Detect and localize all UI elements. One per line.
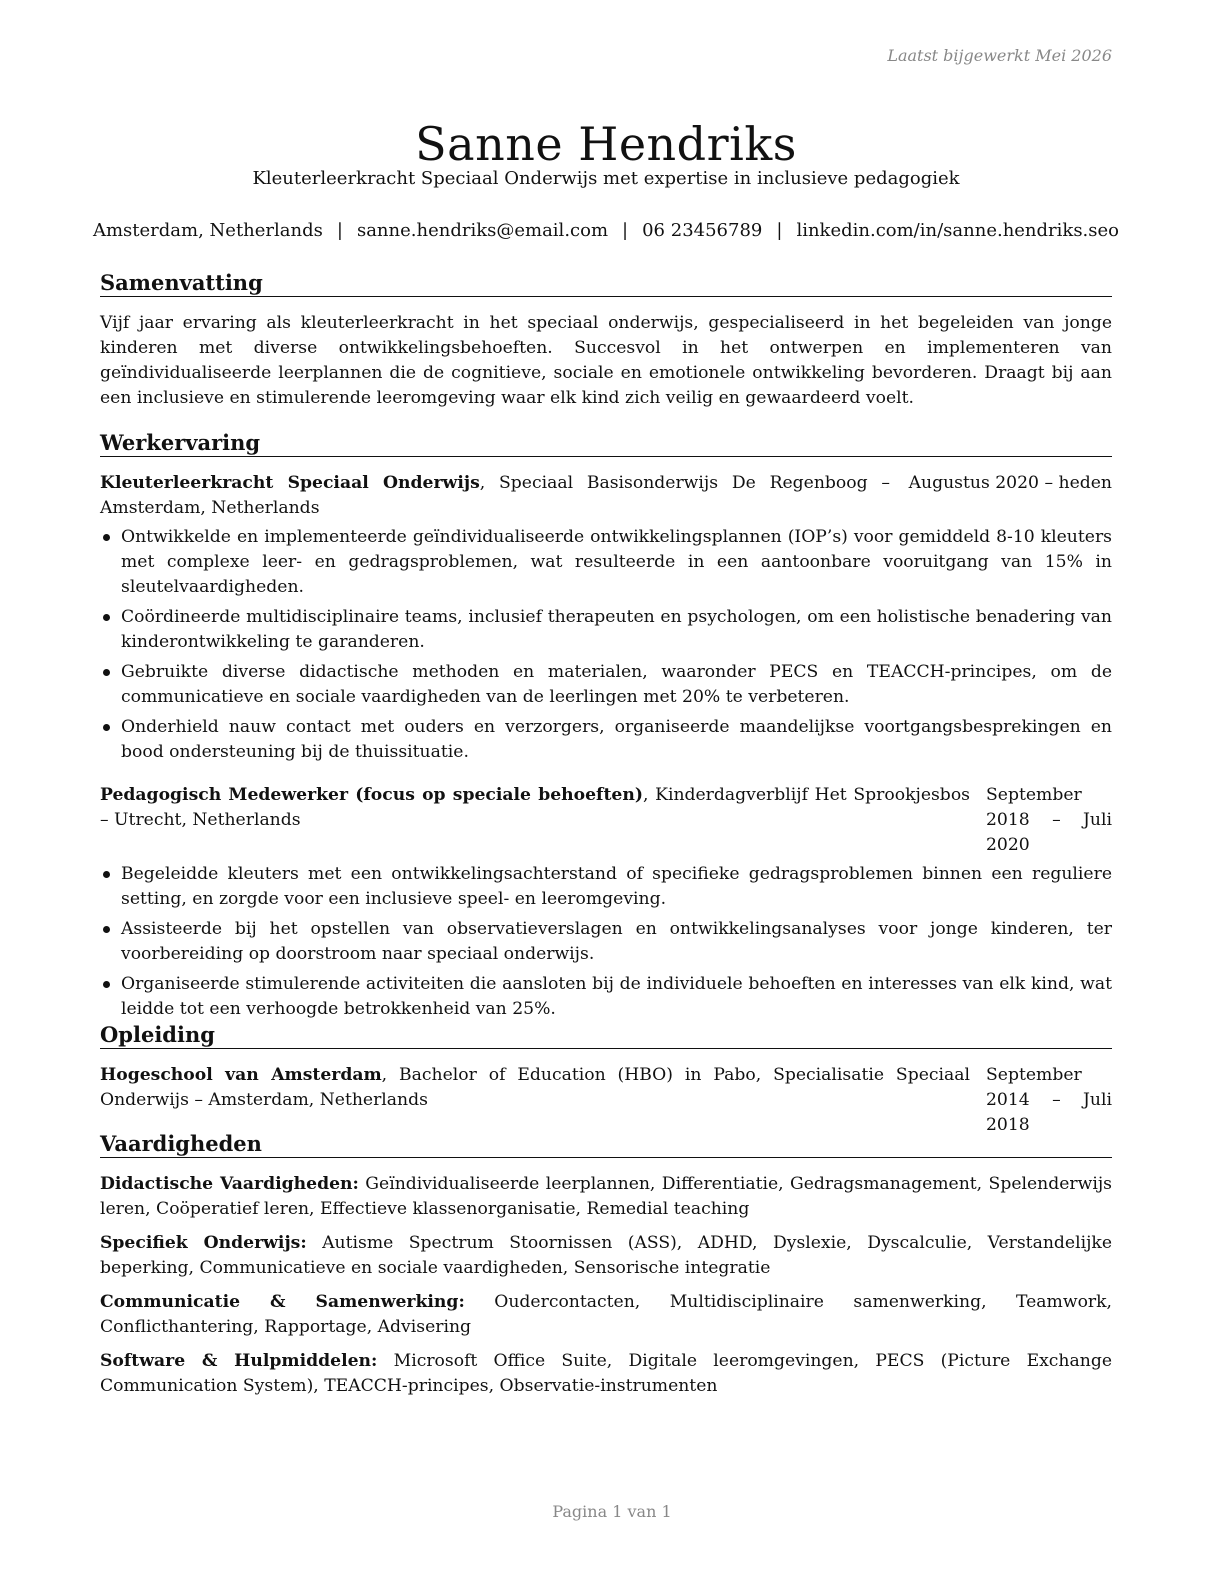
skill-label: Didactische Vaardigheden:	[100, 1174, 359, 1194]
education-dates: September 2014 – Juli 2018	[986, 1065, 1112, 1135]
summary-section	[100, 270, 1112, 411]
contact-separator: |	[622, 220, 629, 241]
job-title-line	[100, 471, 890, 521]
skill-label: Specifiek Onderwijs:	[100, 1233, 307, 1253]
job-entry	[100, 783, 1112, 1022]
skill-group	[100, 1290, 1112, 1340]
candidate-name: Sanne Hendriks	[415, 116, 797, 171]
job-dates: September 2018 – Juli 2020	[986, 785, 1112, 855]
job-bullets	[100, 525, 1112, 765]
contact-line	[80, 220, 1132, 241]
contact-email[interactable]: sanne.hendriks@email.com	[356, 220, 609, 241]
last-updated: Laatst bijgewerkt Mei 2026	[887, 46, 1112, 65]
section-title: Samenvatting	[100, 270, 1112, 297]
contact-separator: |	[336, 220, 343, 241]
contact-separator: |	[776, 220, 783, 241]
skill-group	[100, 1231, 1112, 1281]
job-role: Pedagogisch Medewerker (focus op speciale behoeften)	[100, 785, 643, 805]
section-title: Werkervaring	[100, 430, 1112, 457]
job-organization: , Kinderdagverblijf Het Sprookjesbos – Utrecht, Netherlands	[100, 785, 970, 830]
list-item: Assisteerde bij het opstellen van observatieverslagen en ontwikkelingsanalyses voor jonge kinderen, ter voorbereiding op doorstroom naar speciaal onderwijs.	[100, 917, 1112, 967]
job-header	[100, 471, 1112, 521]
skill-label: Communicatie & Samenwerking:	[100, 1292, 465, 1312]
list-item: Begeleidde kleuters met een ontwikkelingsachterstand of specifieke gedragsproblemen binnen een reguliere setting, en zorgde voor een inclusieve speel- en leeromgeving.	[100, 862, 1112, 912]
education-entry	[100, 1063, 1112, 1138]
list-item: Coördineerde multidisciplinaire teams, inclusief therapeuten en psychologen, om een holistische benadering van kinderontwikkeling te garanderen.	[100, 605, 1112, 655]
page-number: Pagina 1 van 1	[552, 1502, 672, 1521]
job-role: Kleuterleerkracht Speciaal Onderwijs	[100, 473, 480, 493]
job-entry	[100, 471, 1112, 765]
skill-text: Autisme Spectrum Stoornissen (ASS), ADHD, Dyslexie, Dyscalculie, Verstandelijke beperking, Communicatieve en sociale vaardigheden, Sensorische integratie	[100, 1233, 1112, 1278]
education-degree: , Bachelor of Education (HBO) in Pabo, Specialisatie Speciaal Onderwijs – Amsterdam, Netherlands	[100, 1065, 970, 1110]
list-item: Gebruikte diverse didactische methoden en materialen, waaronder PECS en TEACCH-principes, om de communicatieve en sociale vaardigheden van de leerlingen met 20% te verbeteren.	[100, 660, 1112, 710]
experience-section	[100, 430, 1112, 1027]
education-line	[100, 1063, 970, 1138]
education-school: Hogeschool van Amsterdam	[100, 1065, 382, 1085]
job-header	[100, 783, 1112, 858]
contact-location: Amsterdam, Netherlands	[92, 220, 323, 241]
job-dates: Augustus 2020 – heden	[908, 473, 1112, 493]
job-organization: , Speciaal Basisonderwijs De Regenboog – Amsterdam, Netherlands	[100, 473, 890, 518]
skill-text: Microsoft Office Suite, Digitale leeromgevingen, PECS (Picture Exchange Communication System), TEACCH-principes, Observatie-instrumenten	[100, 1351, 1112, 1396]
tagline: Kleuterleerkracht Speciaal Onderwijs met expertise in inclusieve pedagogiek	[252, 168, 960, 189]
skill-group	[100, 1349, 1112, 1399]
section-title: Vaardigheden	[100, 1131, 1112, 1158]
job-title-line	[100, 783, 970, 858]
contact-linkedin[interactable]: linkedin.com/in/sanne.hendriks.seo	[796, 220, 1120, 241]
section-title: Opleiding	[100, 1022, 1112, 1049]
summary-text: Vijf jaar ervaring als kleuterleerkracht in het speciaal onderwijs, gespecialiseerd in het begeleiden van jonge kinderen met diverse ontwikkelingsbehoeften. Succesvol in het ontwerpen en implementeren van geïndividualiseerde leerplannen die de cognitieve, sociale en emotionele ontwikkeling bevorderen. Draagt bij aan een inclusieve en stimulerende leeromgeving waar elk kind zich veilig en gewaardeerd voelt.	[100, 313, 1112, 408]
skills-section	[100, 1131, 1112, 1399]
skill-label: Software & Hulpmiddelen:	[100, 1351, 378, 1371]
list-item: Onderhield nauw contact met ouders en verzorgers, organiseerde maandelijkse voortgangsbesprekingen en bood ondersteuning bij de thuissituatie.	[100, 715, 1112, 765]
skill-text: Oudercontacten, Multidisciplinaire samenwerking, Teamwork, Conflicthantering, Rapportage, Advisering	[100, 1292, 1113, 1337]
job-bullets	[100, 862, 1112, 1022]
list-item: Ontwikkelde en implementeerde geïndividualiseerde ontwikkelingsplannen (IOP’s) voor gemiddeld 8-10 kleuters met complexe leer- en gedragsproblemen, wat resulteerde in een aantoonbare vooruitgang van 15% in sleutelvaardigheden.	[100, 525, 1112, 600]
education-section	[100, 1022, 1112, 1138]
list-item: Organiseerde stimulerende activiteiten die aansloten bij de individuele behoeften en interesses van elk kind, wat leidde tot een verhoogde betrokkenheid van 25%.	[100, 972, 1112, 1022]
contact-phone[interactable]: 06 23456789	[642, 220, 763, 241]
skill-group	[100, 1172, 1112, 1222]
skill-text: Geïndividualiseerde leerplannen, Differentiatie, Gedragsmanagement, Spelenderwijs leren, Coöperatief leren, Effectieve klassenorganisatie, Remedial teaching	[100, 1174, 1112, 1219]
